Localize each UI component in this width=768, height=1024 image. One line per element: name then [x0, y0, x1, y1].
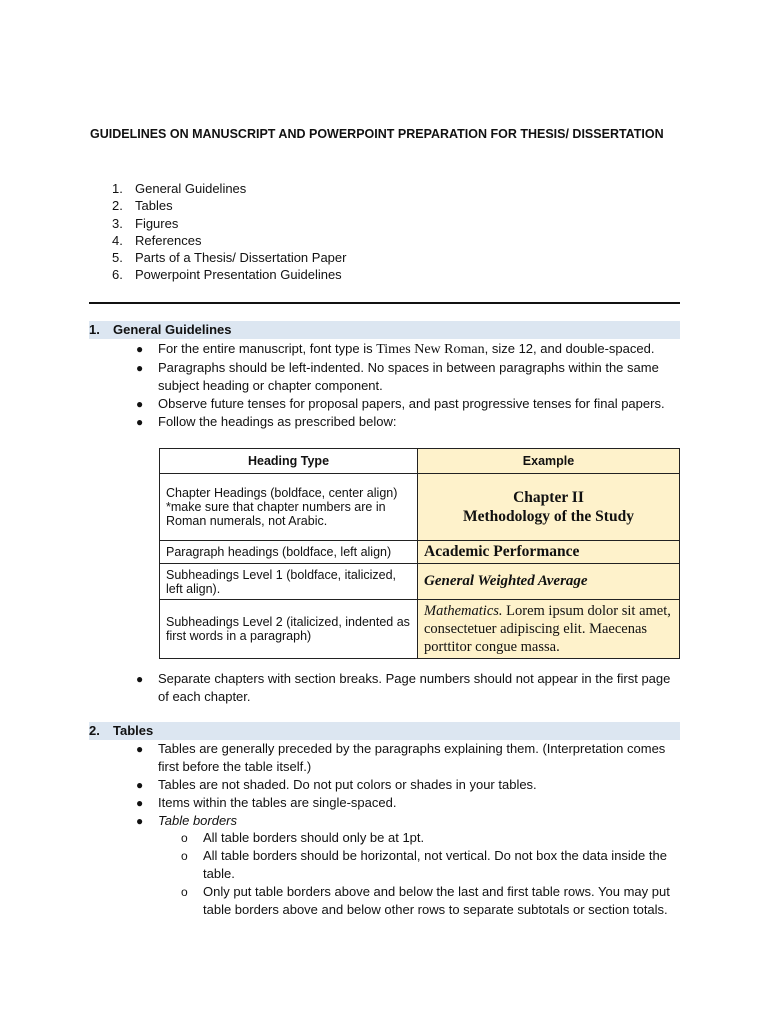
hollow-bullet-icon: o — [181, 885, 188, 899]
bullet-text: All table borders should be horizontal, not vertical. Do not box the data inside the table. — [203, 848, 667, 881]
section-break-note — [136, 670, 680, 706]
bullet-icon: ● — [136, 342, 144, 356]
table-of-contents — [112, 180, 346, 284]
example-chapter-title: Methodology of the Study — [463, 508, 634, 525]
toc-label: Figures — [135, 215, 179, 231]
example-subheading-level-2 — [418, 600, 680, 659]
list-item — [136, 740, 680, 776]
section-title: General Guidelines — [113, 322, 232, 337]
tables-guidelines-list — [136, 740, 680, 830]
bullet-text: Tables are not shaded. Do not put colors or shades in your tables. — [158, 777, 537, 792]
bullet-icon: ● — [136, 814, 144, 828]
table-cell: Paragraph headings (boldface, left align) — [160, 541, 418, 564]
list-item — [181, 829, 680, 847]
toc-label: General Guidelines — [135, 181, 247, 196]
bullet-text: Observe future tenses for proposal papers, and past progressive tenses for final papers. — [158, 396, 665, 411]
toc-item — [112, 232, 346, 249]
bullet-text: Tables are generally preceded by the paragraphs explaining them. (Interpretation comes first before the table itself.) — [158, 741, 666, 774]
list-item — [136, 395, 680, 413]
column-header-heading-type: Heading Type — [160, 449, 418, 474]
bullet-text: Follow the headings as prescribed below: — [158, 414, 397, 429]
toc-label: Tables — [135, 198, 173, 214]
list-item — [181, 883, 680, 919]
list-item — [181, 847, 680, 883]
table-cell: Subheadings Level 2 (italicized, indented as first words in a paragraph) — [160, 600, 418, 659]
hollow-bullet-icon: o — [181, 849, 188, 863]
example-italic-lead: Mathematics. — [424, 603, 503, 619]
toc-number: 5. — [112, 250, 123, 266]
example-paragraph-heading: Academic Performance — [418, 541, 680, 564]
toc-number: 1. — [112, 181, 123, 196]
bullet-icon: ● — [136, 672, 144, 686]
example-chapter-number: Chapter II — [513, 489, 584, 506]
bullet-text: Items within the tables are single-spaced. — [158, 795, 397, 810]
table-row — [160, 600, 680, 659]
toc-number: 4. — [112, 232, 123, 248]
toc-item — [112, 249, 346, 266]
section-heading-general-guidelines — [89, 321, 680, 339]
toc-label: Powerpoint Presentation Guidelines — [135, 267, 342, 283]
toc-item — [112, 266, 346, 283]
bullet-icon: ● — [136, 361, 144, 375]
bullet-text: Table borders — [158, 813, 238, 828]
list-item — [136, 794, 680, 812]
list-item — [136, 776, 680, 794]
example-chapter-heading — [418, 474, 680, 541]
example-subheading-level-1: General Weighted Average — [418, 564, 680, 600]
section-heading-tables — [89, 722, 680, 740]
example-body-text: Lorem ipsum dolor sit amet, consectetuer adipiscing elit. Maecenas porttitor congue massa. — [424, 603, 671, 655]
horizontal-divider — [89, 302, 680, 304]
toc-item — [112, 197, 346, 214]
list-item — [136, 359, 680, 395]
toc-label: Parts of a Thesis/ Dissertation Paper — [135, 250, 347, 266]
toc-number: 2. — [112, 198, 123, 214]
list-item — [136, 413, 680, 431]
section-title: Tables — [113, 723, 154, 738]
bullet-text: Only put table borders above and below the last and first table rows. You may put table borders above and below other rows to separate subtotals or section totals. — [203, 884, 670, 917]
document-title: GUIDELINES ON MANUSCRIPT AND POWERPOINT PREPARATION FOR THESIS/ DISSERTATION — [90, 127, 664, 141]
section-number: 2. — [89, 723, 100, 738]
bullet-icon: ● — [136, 415, 144, 429]
table-cell: Subheadings Level 1 (boldface, italicized, left align). — [160, 564, 418, 600]
table-row — [160, 564, 680, 600]
bullet-icon: ● — [136, 796, 144, 810]
toc-number: 6. — [112, 267, 123, 283]
bullet-icon: ● — [136, 778, 144, 792]
list-item — [136, 340, 680, 359]
toc-item — [112, 180, 346, 197]
toc-number: 3. — [112, 215, 123, 231]
bullet-text: Separate chapters with section breaks. Page numbers should not appear in the first page of each chapter. — [158, 671, 671, 704]
table-borders-sublist — [181, 829, 680, 919]
table-cell: Chapter Headings (boldface, center align) *make sure that chapter numbers are in Roman numerals, not Arabic. — [160, 474, 418, 541]
heading-types-table — [159, 448, 680, 659]
bullet-text: , size 12, and double-spaced. — [484, 341, 655, 356]
hollow-bullet-icon: o — [181, 831, 188, 845]
table-row — [160, 474, 680, 541]
column-header-example: Example — [418, 449, 680, 474]
list-item — [136, 812, 680, 830]
section-number: 1. — [89, 322, 100, 337]
toc-item — [112, 215, 346, 232]
bullet-icon: ● — [136, 397, 144, 411]
bullet-text: For the entire manuscript, font type is — [158, 341, 377, 356]
bullet-text: Paragraphs should be left-indented. No spaces in between paragraphs within the same subject heading or chapter component. — [158, 360, 659, 393]
toc-label: References — [135, 232, 202, 248]
bullet-text: All table borders should only be at 1pt. — [203, 830, 425, 845]
list-item — [136, 670, 680, 706]
general-guidelines-list — [136, 340, 680, 431]
table-row — [160, 541, 680, 564]
bullet-icon: ● — [136, 742, 144, 756]
font-name-sample: Times New Roman — [376, 342, 485, 357]
table-header-row — [160, 449, 680, 474]
